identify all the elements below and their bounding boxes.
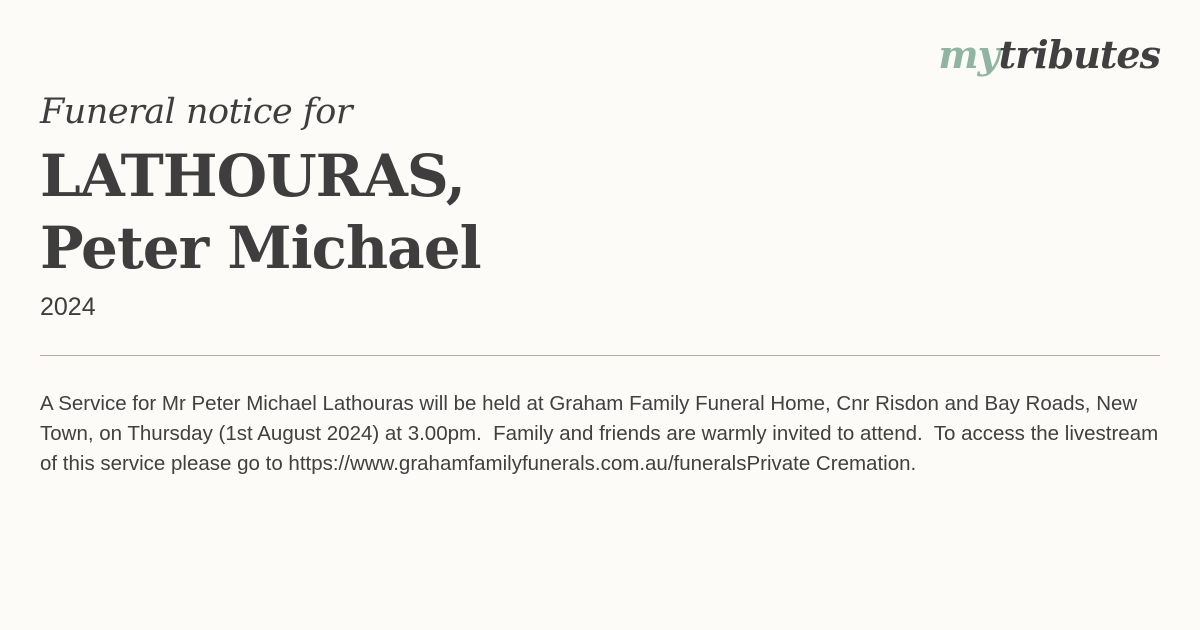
logo-part-my: my xyxy=(938,32,999,77)
divider xyxy=(40,355,1160,356)
deceased-given-names: Peter Michael xyxy=(40,214,481,282)
notice-heading: Funeral notice for xyxy=(40,92,353,132)
logo-part-tributes: tributes xyxy=(998,32,1160,77)
notice-year: 2024 xyxy=(40,293,96,321)
mytributes-logo xyxy=(938,32,1160,77)
notice-body: A Service for Mr Peter Michael Lathouras will be held at Graham Family Funeral Home, Cnr Risdon and Bay Roads, New Town, on Thursday (1st August 2024) at 3.00pm. Family and friends are warmly invited to attend. To access the livestream of this service please go to https://www.grahamfamilyfunerals.com.au/funeralsPrivate Cremation. xyxy=(40,392,1164,475)
deceased-name xyxy=(40,140,481,284)
deceased-surname: LATHOURAS, xyxy=(40,142,465,210)
